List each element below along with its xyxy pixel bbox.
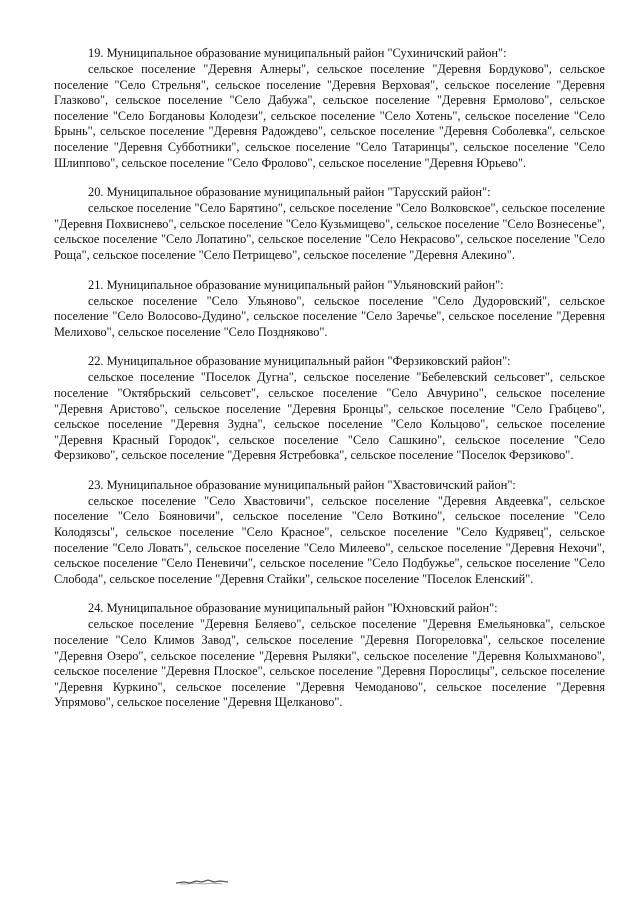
district-section-20 [54, 185, 605, 263]
section-heading: 21. Муниципальное образование муниципальный район "Ульяновский район": [88, 277, 504, 292]
section-body: сельское поселение "Село Хвастовичи", сельское поселение "Деревня Авдеевка", сельское поселение "Село Бояновичи", сельское поселение "Село Воткино", сельское поселение "Село Колодязсы", сельское поселение "Село Красное", сельское поселение "Село Кудрявец", сельское поселение "Село Ловать", сельское поселение "Село Милеево", сельское поселение "Деревня Нехочи", сельское поселение "Село Пеневичи", сельское поселение "Село Подбужье", сельское поселение "Село Слобода", сельское поселение "Деревня Стайки", сельское поселение "Поселок Еленский". [54, 493, 605, 586]
district-section-19 [54, 46, 605, 171]
section-heading: 24. Муниципальное образование муниципальный район "Юхновский район": [88, 601, 498, 616]
district-section-24 [54, 601, 605, 711]
section-heading: 22. Муниципальное образование муниципальный район "Ферзиковский район": [88, 354, 511, 369]
document-body [54, 46, 605, 725]
section-body: сельское поселение "Поселок Дугна", сельское поселение "Бебелевский сельсовет", сельское поселение "Октябрьский сельсовет", сельское поселение "Село Авчурино", сельское поселение "Деревня Аристово", сельское поселение "Деревня Бронцы", сельское поселение "Село Грабцево", сельское поселение "Деревня Зудна", сельское поселение "Село Кольцово", сельское поселение "Деревня Красный Городок", сельское поселение "Село Сашкино", сельское поселение "Село Ферзиково", сельское поселение "Деревня Ястребовка", сельское поселение "Поселок Ферзиково". [54, 370, 605, 463]
scan-artifact-mark [174, 876, 234, 886]
district-section-22 [54, 354, 605, 464]
section-heading: 19. Муниципальное образование муниципальный район "Сухиничский район": [88, 46, 507, 60]
section-heading: 23. Муниципальное образование муниципальный район "Хвастовичский район": [88, 477, 516, 492]
section-body: сельское поселение "Деревня Алнеры", сельское поселение "Деревня Бордуково", сельское поселение "Село Стрельня", сельское поселение "Деревня Верховая", сельское поселение "Деревня Глазково", сельское поселение "Село Дабужа", сельское поселение "Деревня Ермолово", сельское поселение "Село Богдановы Колодези", сельское поселение "Село Хотень", сельское поселение "Село Брынь", сельское поселение "Деревня Радождево", сельское поселение "Деревня Соболевка", сельское поселение "Деревня Субботники", сельское поселение "Село Татаринцы", сельское поселение "Село Шлиппово", сельское поселение "Село Фролово", сельское поселение "Деревня Юрьево". [54, 62, 605, 170]
section-body: сельское поселение "Село Ульяново", сельское поселение "Село Дудоровский", сельское поселение "Село Волосово-Дудино", сельское поселение "Село Заречье", сельское поселение "Деревня Мелихово", сельское поселение "Село Поздняково". [54, 293, 605, 339]
section-heading: 20. Муниципальное образование муниципальный район "Тарусский район": [88, 185, 491, 200]
district-section-21 [54, 278, 605, 341]
section-body: сельское поселение "Село Барятино", сельское поселение "Село Волковское", сельское поселение "Деревня Похвиснево", сельское поселение "Село Кузьмищево", сельское поселение "Село Вознесенье", сельское поселение "Село Лопатино", сельское поселение "Село Некрасово", сельское поселение "Село Роща", сельское поселение "Село Петрищево", сельское поселение "Деревня Алекино". [54, 201, 605, 262]
section-body: сельское поселение "Деревня Беляево", сельское поселение "Деревня Емельяновка", сельское поселение "Село Климов Завод", сельское поселение "Деревня Погореловка", сельское поселение "Деревня Озеро", сельское поселение "Деревня Рыляки", сельское поселение "Деревня Колыхманово", сельское поселение "Деревня Плоское", сельское поселение "Деревня Порослицы", сельское поселение "Деревня Куркино", сельское поселение "Деревня Чемоданово", сельское поселение "Деревня Упрямово", сельское поселение "Деревня Щелканово". [54, 617, 605, 710]
district-section-23 [54, 478, 605, 588]
